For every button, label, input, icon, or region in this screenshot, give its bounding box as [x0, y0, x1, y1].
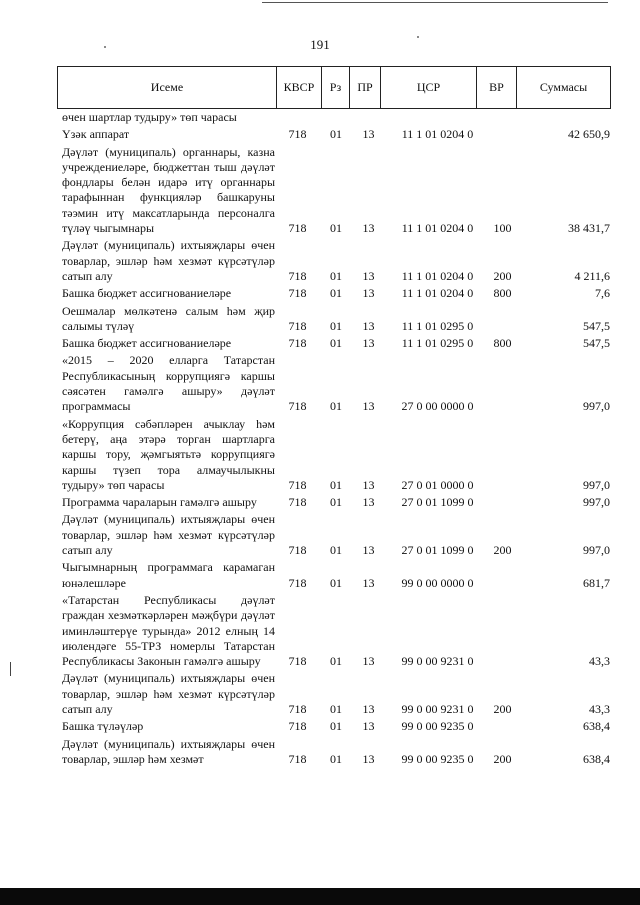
cell-csr: 11 1 01 0295 0 — [401, 318, 474, 333]
cell-name: «Коррупция сәбәпләрен ачыклау һәм бетерү, аңа этәрә торган шартларга каршы тору, җәмгыятьтә коррупциягә каршы түзеп тора алмаучылыкны тудыру» төп чарасы — [62, 416, 275, 492]
cell-vr: 200 — [493, 701, 512, 716]
table-row — [62, 145, 610, 237]
cell-csr: 11 1 01 0295 0 — [401, 336, 474, 351]
table-row — [62, 512, 610, 558]
cell-name: «2015 – 2020 елларга Татарстан Республикасының коррупциягә каршы сәясәтен гамәлгә ашыру» дәүләт программасы — [62, 353, 275, 414]
table-row — [62, 671, 610, 717]
cell-name: Дәүләт (муниципаль) ихтыяҗлары өчен товарлар, эшләр һәм хезмәт күрсәтүләр сатып алу — [62, 671, 275, 716]
cell-sum: 638,4 — [583, 751, 610, 766]
cell-pr: 13 — [362, 701, 375, 716]
cell-vr: 800 — [493, 286, 512, 301]
cell-pr: 13 — [362, 495, 375, 510]
cell-pr: 13 — [362, 543, 375, 558]
table-row — [62, 737, 610, 768]
cell-vr: 800 — [493, 336, 512, 351]
cell-kvsr: 718 — [288, 127, 307, 142]
cell-kvsr: 718 — [288, 719, 307, 734]
cell-csr: 27 0 01 1099 0 — [401, 543, 474, 558]
cell-name: Оешмалар мөлкәтенә салым һәм җир салымы түләү — [62, 303, 275, 333]
cell-name: Үзәк аппарат — [62, 127, 130, 142]
cell-sum: 43,3 — [589, 701, 610, 716]
cell-rz: 01 — [330, 286, 342, 301]
cell-rz: 01 — [330, 477, 342, 492]
scan-speck — [417, 36, 419, 38]
cell-vr: 200 — [493, 543, 512, 558]
cell-kvsr: 718 — [288, 221, 307, 236]
cell-csr: 27 0 01 0000 0 — [401, 477, 474, 492]
cell-sum: 997,0 — [583, 399, 610, 414]
cell-kvsr: 718 — [288, 701, 307, 716]
cell-sum: 38 431,7 — [568, 221, 610, 236]
cell-rz: 01 — [330, 127, 342, 142]
cell-name: Чыгымнарның программага карамаган юнәлешләре — [62, 560, 275, 590]
cell-rz: 01 — [330, 495, 342, 510]
cell-rz: 01 — [330, 543, 342, 558]
table-body — [62, 110, 610, 769]
table-row — [62, 286, 610, 301]
header-csr: ЦСР — [381, 67, 477, 109]
page-number: 191 — [310, 37, 330, 52]
header-row — [58, 67, 611, 109]
cell-pr: 13 — [362, 575, 375, 590]
cell-pr: 13 — [362, 751, 375, 766]
cell-rz: 01 — [330, 268, 342, 283]
cell-sum: 997,0 — [583, 543, 610, 558]
cell-kvsr: 718 — [288, 654, 307, 669]
cell-sum: 681,7 — [583, 575, 610, 590]
cell-sum: 997,0 — [583, 477, 610, 492]
cell-sum: 43,3 — [589, 654, 610, 669]
table-row — [62, 417, 610, 493]
cell-name: өчен шартлар тудыру» төп чарасы — [62, 110, 237, 124]
cell-rz: 01 — [330, 575, 342, 590]
cell-csr: 99 0 00 9235 0 — [401, 751, 474, 766]
cell-pr: 13 — [362, 268, 375, 283]
cell-sum: 547,5 — [583, 336, 610, 351]
cell-name: Башка бюджет ассигнованиеләре — [62, 286, 232, 301]
cell-pr: 13 — [362, 654, 375, 669]
cell-kvsr: 718 — [288, 751, 307, 766]
cell-rz: 01 — [330, 719, 342, 734]
cell-name: Башка бюджет ассигнованиеләре — [62, 336, 232, 351]
header-kvsr: КВСР — [277, 67, 322, 109]
cell-sum: 7,6 — [595, 286, 610, 301]
cell-sum: 547,5 — [583, 318, 610, 333]
cell-kvsr: 718 — [288, 286, 307, 301]
cell-pr: 13 — [362, 318, 375, 333]
header-name: Исеме — [58, 67, 277, 109]
cell-kvsr: 718 — [288, 543, 307, 558]
header-sum: Суммасы — [517, 67, 611, 109]
scan-margin-mark — [10, 662, 11, 676]
cell-vr: 200 — [493, 751, 512, 766]
scan-speck — [104, 46, 106, 48]
cell-sum: 997,0 — [583, 495, 610, 510]
cell-rz: 01 — [330, 654, 342, 669]
cell-name: Дәүләт (муниципаль) ихтыяҗлары өчен товарлар, эшләр һәм хезмәт күрсәтүләр сатып алу — [62, 238, 275, 283]
cell-pr: 13 — [362, 477, 375, 492]
cell-rz: 01 — [330, 701, 342, 716]
cell-name: Дәүләт (муниципаль) ихтыяҗлары өчен товарлар, эшләр һәм хезмәт күрсәтүләр сатып алу — [62, 512, 275, 558]
scan-bottom-edge — [0, 888, 640, 905]
header-vr: ВР — [477, 67, 517, 109]
table-header — [57, 66, 611, 109]
table-row — [62, 353, 610, 414]
cell-sum: 42 650,9 — [568, 127, 610, 142]
table-row — [62, 304, 610, 335]
cell-pr: 13 — [362, 336, 375, 351]
cell-name: Дәүләт (муниципаль) ихтыяҗлары өчен товарлар, эшләр һәм хезмәт — [62, 736, 275, 766]
cell-csr: 11 1 01 0204 0 — [401, 127, 474, 142]
cell-vr: 100 — [493, 221, 512, 236]
cell-kvsr: 718 — [288, 495, 307, 510]
cell-name: Башка түләүләр — [62, 719, 144, 734]
table-row — [62, 593, 610, 669]
cell-rz: 01 — [330, 336, 342, 351]
cell-name: «Татарстан Республикасы дәүләт граждан хезмәткәрләрен мәҗбүри дәүләт иминләштерүе турында» 2012 елның 14 июлендәге 55-ТРЗ номерлы Татарстан Республикасы Законын гамәлгә ашыру — [62, 592, 275, 669]
cell-kvsr: 718 — [288, 477, 307, 492]
cell-kvsr: 718 — [288, 318, 307, 333]
header-pr: ПР — [350, 67, 381, 109]
table-row — [62, 110, 610, 125]
cell-pr: 13 — [362, 286, 375, 301]
cell-kvsr: 718 — [288, 268, 307, 283]
header-rz: Рз — [322, 67, 350, 109]
cell-pr: 13 — [362, 127, 375, 142]
cell-csr: 99 0 00 0000 0 — [401, 575, 474, 590]
table-row — [62, 336, 610, 351]
cell-csr: 27 0 01 1099 0 — [401, 495, 474, 510]
cell-sum: 4 211,6 — [574, 268, 610, 283]
cell-kvsr: 718 — [288, 336, 307, 351]
cell-pr: 13 — [362, 221, 375, 236]
cell-csr: 11 1 01 0204 0 — [401, 268, 474, 283]
cell-csr: 27 0 00 0000 0 — [401, 399, 474, 414]
cell-csr: 11 1 01 0204 0 — [401, 286, 474, 301]
cell-pr: 13 — [362, 399, 375, 414]
cell-rz: 01 — [330, 318, 342, 333]
table-row — [62, 238, 610, 284]
cell-csr: 99 0 00 9231 0 — [401, 654, 474, 669]
cell-rz: 01 — [330, 399, 342, 414]
cell-rz: 01 — [330, 751, 342, 766]
cell-rz: 01 — [330, 221, 342, 236]
table-row — [62, 560, 610, 591]
cell-name: Дәүләт (муниципаль) органнары, казна учреждениеләре, бюджеттан тыш дәүләт фондлары белән идарә итү органнары тарафыннан функцияләр башкаруны тәэмин итү максатларында персоналга түләү чыгымнары — [62, 144, 275, 236]
cell-csr: 11 1 01 0204 0 — [401, 221, 474, 236]
top-rule — [262, 2, 608, 3]
table-row — [62, 127, 610, 142]
cell-kvsr: 718 — [288, 399, 307, 414]
cell-vr: 200 — [493, 268, 512, 283]
cell-sum: 638,4 — [583, 719, 610, 734]
table-row — [62, 495, 610, 510]
cell-kvsr: 718 — [288, 575, 307, 590]
table-row — [62, 719, 610, 734]
cell-name: Программа чараларын гамәлгә ашыру — [62, 495, 257, 510]
cell-pr: 13 — [362, 719, 375, 734]
cell-csr: 99 0 00 9235 0 — [401, 719, 474, 734]
cell-csr: 99 0 00 9231 0 — [401, 701, 474, 716]
